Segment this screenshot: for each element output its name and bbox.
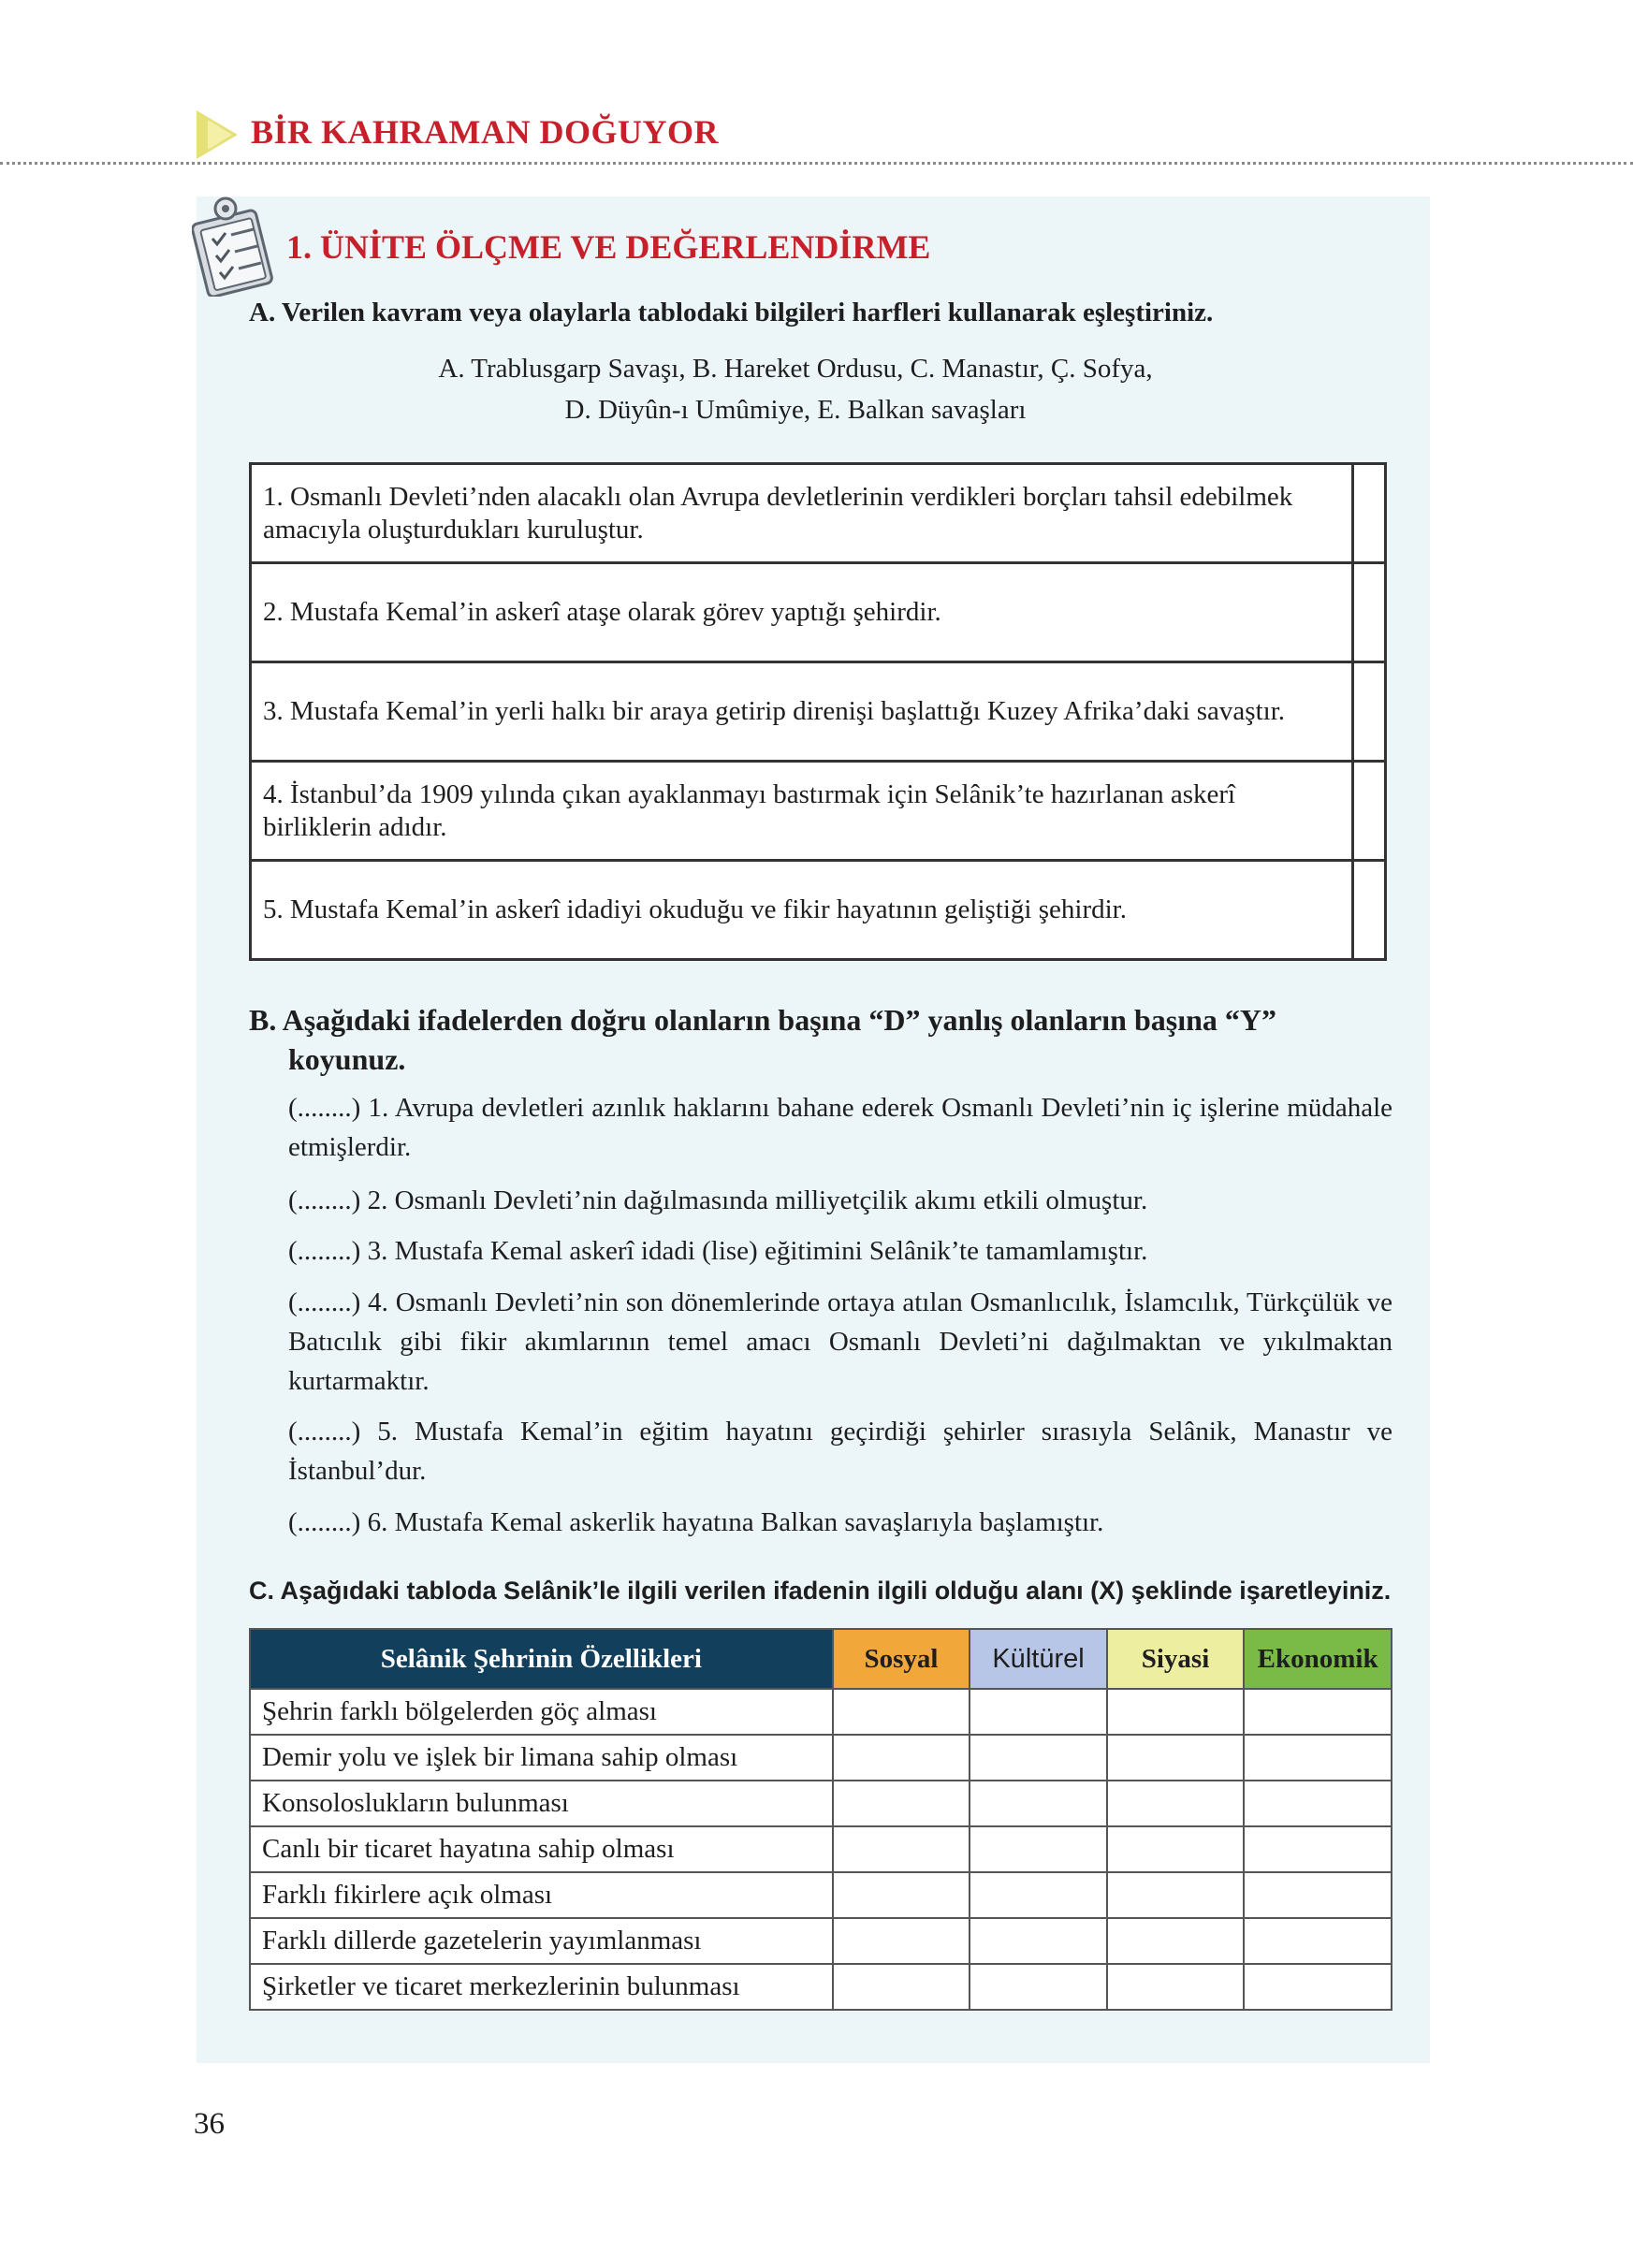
- table-row: [251, 762, 1386, 861]
- table-row: [250, 1872, 1392, 1918]
- answer-box[interactable]: [1353, 861, 1386, 960]
- column-header-features: Selânik Şehrinin Özellikleri: [250, 1629, 833, 1689]
- header-arrow-inner-icon: [208, 120, 232, 150]
- true-false-item-5: (........) 5. Mustafa Kemal’in eğitim hayatını geçirdiği şehirler sırasıyla Selânik, Manastır ve İstanbul’dur.: [288, 1417, 1392, 1486]
- table-header-row: [250, 1629, 1392, 1689]
- answer-box[interactable]: [1353, 662, 1386, 762]
- column-header-kulturel: Kültürel: [970, 1629, 1107, 1689]
- matching-statement: 2. Mustafa Kemal’in askerî ataşe olarak görev yaptığı şehirdir.: [251, 563, 1353, 662]
- matching-statement: 3. Mustafa Kemal’in yerli halkı bir araya getirip direnişi başlattığı Kuzey Afrika’daki savaştır.: [251, 662, 1353, 762]
- section-c-title: C. Aşağıdaki tabloda Selânik’le ilgili verilen ifadenin ilgili olduğu alanı (X) şeklinde işaretleyiniz.: [249, 1577, 1392, 1605]
- mark-cell[interactable]: [1107, 1964, 1245, 2010]
- true-false-item-6: (........) 6. Mustafa Kemal askerlik hayatına Balkan savaşlarıyla başlamıştır.: [288, 1507, 1104, 1537]
- chapter-title: BİR KAHRAMAN DOĞUYOR: [251, 113, 719, 151]
- feature-label: Canlı bir ticaret hayatına sahip olması: [250, 1826, 833, 1872]
- mark-cell[interactable]: [833, 1781, 970, 1826]
- column-header-sosyal: Sosyal: [833, 1629, 970, 1689]
- feature-label: Konsoloslukların bulunması: [250, 1781, 833, 1826]
- table-row: [250, 1781, 1392, 1826]
- answer-box[interactable]: [1353, 563, 1386, 662]
- true-false-item-3: (........) 3. Mustafa Kemal askerî idadi (lise) eğitimini Selânik’te tamamlamıştır.: [288, 1236, 1148, 1266]
- mark-cell[interactable]: [970, 1826, 1107, 1872]
- clipboard-checklist-icon: [192, 192, 278, 297]
- mark-cell[interactable]: [1244, 1781, 1392, 1826]
- mark-cell[interactable]: [1244, 1872, 1392, 1918]
- table-row: [251, 464, 1386, 563]
- mark-cell[interactable]: [1107, 1826, 1245, 1872]
- mark-cell[interactable]: [1244, 1918, 1392, 1964]
- mark-cell[interactable]: [970, 1689, 1107, 1735]
- feature-label: Şirketler ve ticaret merkezlerinin bulunması: [250, 1964, 833, 2010]
- mark-cell[interactable]: [970, 1872, 1107, 1918]
- table-row: [250, 1826, 1392, 1872]
- feature-label: Demir yolu ve işlek bir limana sahip olması: [250, 1735, 833, 1781]
- section-b-title-line2: koyunuz.: [288, 1042, 406, 1076]
- mark-cell[interactable]: [1244, 1735, 1392, 1781]
- mark-cell[interactable]: [970, 1735, 1107, 1781]
- mark-cell[interactable]: [833, 1689, 970, 1735]
- true-false-item-1: (........) 1. Avrupa devletleri azınlık haklarını bahane ederek Osmanlı Devleti’nin iç işlerine müdahale etmişlerdir.: [288, 1093, 1392, 1162]
- section-a-options-line2: D. Düyûn-ı Umûmiye, E. Balkan savaşları: [564, 395, 1027, 425]
- section-a-title: A. Verilen kavram veya olaylarla tablodaki bilgileri harfleri kullanarak eşleştiriniz.: [249, 298, 1214, 327]
- table-row: [250, 1689, 1392, 1735]
- true-false-item-4: (........) 4. Osmanlı Devleti’nin son dönemlerinde ortaya atılan Osmanlıcılık, İslamcılık, Türkçülük ve Batıcılık gibi fikir akımlarının temel amacı Osmanlı Devleti’ni dağılmaktan ve yıkılmaktan kurtarmaktır.: [288, 1287, 1392, 1396]
- table-row: [251, 861, 1386, 960]
- table-row: [250, 1918, 1392, 1964]
- mark-cell[interactable]: [833, 1826, 970, 1872]
- answer-box[interactable]: [1353, 762, 1386, 861]
- mark-cell[interactable]: [833, 1918, 970, 1964]
- mark-cell[interactable]: [1107, 1735, 1245, 1781]
- matching-table: [249, 462, 1387, 961]
- table-row: [250, 1964, 1392, 2010]
- column-header-siyasi: Siyasi: [1107, 1629, 1245, 1689]
- feature-label: Farklı dillerde gazetelerin yayımlanması: [250, 1918, 833, 1964]
- selanik-features-table: [249, 1628, 1392, 2011]
- answer-box[interactable]: [1353, 464, 1386, 563]
- unit-title: 1. ÜNİTE ÖLÇME VE DEĞERLENDİRME: [286, 228, 931, 266]
- mark-cell[interactable]: [833, 1735, 970, 1781]
- mark-cell[interactable]: [970, 1781, 1107, 1826]
- section-b-title-line1: B. Aşağıdaki ifadelerden doğru olanların başına “D” yanlış olanların başına “Y”: [249, 1003, 1277, 1037]
- table-row: [250, 1735, 1392, 1781]
- matching-statement: 5. Mustafa Kemal’in askerî idadiyi okuduğu ve fikir hayatının geliştiği şehirdir.: [251, 861, 1353, 960]
- feature-label: Şehrin farklı bölgelerden göç alması: [250, 1689, 833, 1735]
- table-row: [251, 662, 1386, 762]
- header-divider: [0, 162, 1633, 165]
- mark-cell[interactable]: [1107, 1918, 1245, 1964]
- mark-cell[interactable]: [1244, 1964, 1392, 2010]
- section-a-options-line1: A. Trablusgarp Savaşı, B. Hareket Ordusu, C. Manastır, Ç. Sofya,: [438, 354, 1153, 384]
- table-row: [251, 563, 1386, 662]
- mark-cell[interactable]: [1107, 1781, 1245, 1826]
- page-number: 36: [194, 2107, 225, 2141]
- feature-label: Farklı fikirlere açık olması: [250, 1872, 833, 1918]
- mark-cell[interactable]: [1107, 1872, 1245, 1918]
- matching-statement: 4. İstanbul’da 1909 yılında çıkan ayaklanmayı bastırmak için Selânik’te hazırlanan askerî birliklerin adıdır.: [251, 762, 1353, 861]
- true-false-item-2: (........) 2. Osmanlı Devleti’nin dağılmasında milliyetçilik akımı etkili olmuştur.: [288, 1185, 1148, 1215]
- mark-cell[interactable]: [1244, 1826, 1392, 1872]
- mark-cell[interactable]: [1244, 1689, 1392, 1735]
- column-header-ekonomik: Ekonomik: [1244, 1629, 1392, 1689]
- mark-cell[interactable]: [1107, 1689, 1245, 1735]
- mark-cell[interactable]: [833, 1964, 970, 2010]
- matching-statement: 1. Osmanlı Devleti’nden alacaklı olan Avrupa devletlerinin verdikleri borçları tahsil edebilmek amacıyla oluşturdukları kuruluştur.: [251, 464, 1353, 563]
- mark-cell[interactable]: [833, 1872, 970, 1918]
- mark-cell[interactable]: [970, 1964, 1107, 2010]
- mark-cell[interactable]: [970, 1918, 1107, 1964]
